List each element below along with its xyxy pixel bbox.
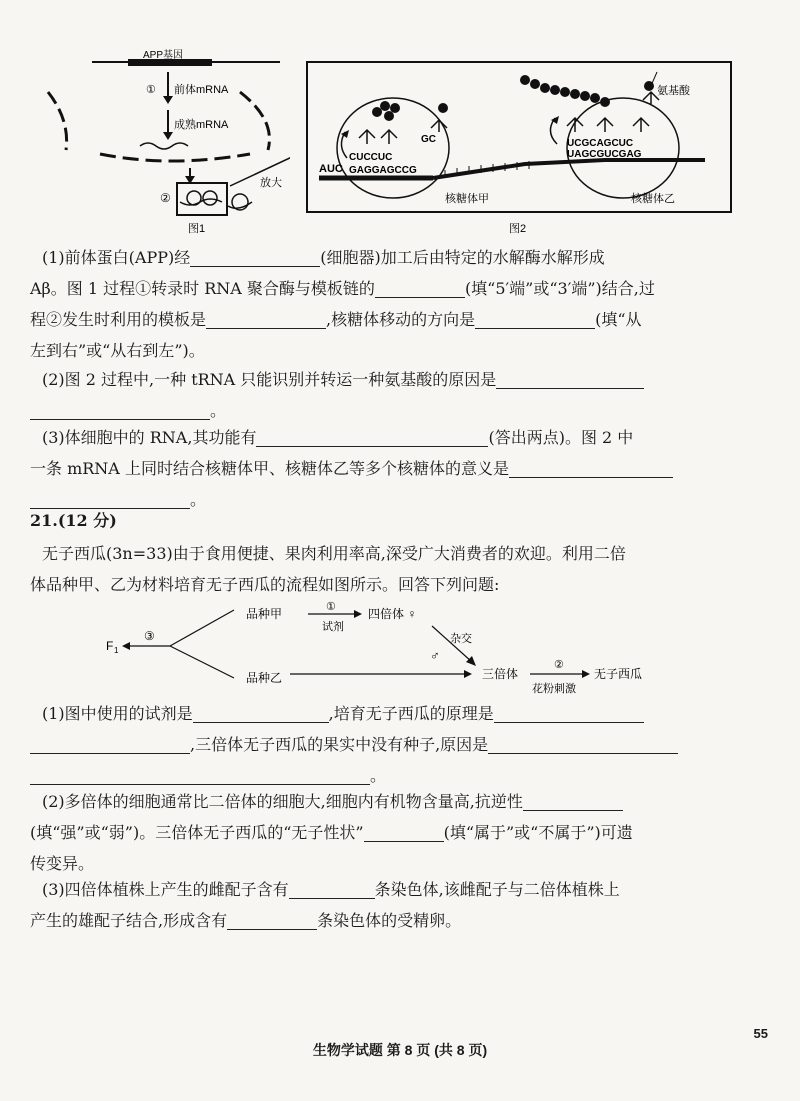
answer-blank[interactable] <box>193 704 329 723</box>
fig2-mrna-left: GAGGAGCCG <box>349 165 417 176</box>
fig1-step1: ① <box>146 84 156 96</box>
breeding-flow-diagram <box>100 600 680 696</box>
answer-blank[interactable] <box>30 766 370 785</box>
flow-seedless: 无子西瓜 <box>594 667 643 681</box>
answer-blank[interactable] <box>509 459 673 478</box>
figure-2 <box>305 60 735 236</box>
fig2-gc: GC <box>421 134 436 145</box>
q20-part1: (1)前体蛋白(APP)经 (细胞器)加工后由特定的水解酶水解形成 Aβ。图 1 过程①转录时 RNA 聚合酶与模板链的 (填“5′端”或“3′端”)结合,过 程②发生时利用的模板是 ,核糖体移动的方向是 (填“从 左到右”或“从右到左”)。 <box>30 248 655 360</box>
corner-mark: 55 <box>753 1026 768 1041</box>
answer-blank[interactable] <box>375 279 465 298</box>
fig1-caption: 图1 <box>188 223 206 235</box>
answer-blank[interactable] <box>190 248 320 267</box>
q20-part3: (3)体细胞中的 RNA,其功能有 (答出两点)。图 2 中 一条 mRNA 上同时结合核糖体甲、核糖体乙等多个核糖体的意义是 。 <box>30 422 770 515</box>
q21-heading: 21.(12 分) <box>30 511 117 530</box>
fig2-ribosome-a: 核糖体甲 <box>445 193 489 205</box>
fig1-pre-mrna: 前体mRNA <box>174 84 229 96</box>
fig1-step2: ② <box>160 191 171 205</box>
flow-variety-a: 品种甲 <box>246 607 283 621</box>
fig2-anticodon-left: CUCCUC <box>349 152 393 163</box>
flow-male: ♂ <box>430 648 440 663</box>
fig2-caption: 图2 <box>509 223 527 235</box>
answer-blank[interactable] <box>256 428 488 447</box>
answer-blank[interactable] <box>496 370 644 389</box>
answer-blank[interactable] <box>30 401 210 420</box>
fig2-ribosome-b: 核糖体乙 <box>631 193 675 205</box>
q20-part2: (2)图 2 过程中,一种 tRNA 只能识别并转运一种氨基酸的原因是 。 <box>30 364 770 426</box>
flow-f1: F <box>106 639 114 653</box>
answer-blank[interactable] <box>475 310 595 329</box>
fig1-gene-label: APP基因 <box>143 50 184 61</box>
answer-blank[interactable] <box>227 911 317 930</box>
answer-blank[interactable] <box>30 490 190 509</box>
flow-variety-b: 品种乙 <box>246 671 283 685</box>
answer-blank[interactable] <box>289 880 375 899</box>
answer-blank[interactable] <box>494 704 644 723</box>
flow-triploid: 三倍体 <box>482 667 519 681</box>
answer-blank[interactable] <box>523 792 623 811</box>
flow-step1: ① <box>326 601 336 613</box>
answer-blank[interactable] <box>364 823 444 842</box>
figure-1 <box>40 40 290 240</box>
flow-pollen: 花粉刺激 <box>532 683 576 695</box>
fig2-mrna-right: UAGCGUCGAG <box>567 149 642 160</box>
fig1-mature-mrna: 成熟mRNA <box>174 119 229 131</box>
fig1-enlarge: 放大 <box>260 177 282 189</box>
flow-step2: ② <box>554 659 564 671</box>
flow-tetraploid: 四倍体 ♀ <box>368 607 417 621</box>
q21-part2: (2)多倍体的细胞通常比二倍体的细胞大,细胞内有机物含量高,抗逆性 (填“强”或“弱”)。三倍体无子西瓜的“无子性状” (填“属于”或“不属于”)可遗 传变异。 <box>30 792 633 873</box>
fig2-codon-left: AUC <box>319 163 343 175</box>
answer-blank[interactable] <box>488 735 678 754</box>
flow-step3: ③ <box>144 629 155 643</box>
answer-blank[interactable] <box>30 735 190 754</box>
q21-part3: (3)四倍体植株上产生的雌配子含有 条染色体,该雌配子与二倍体植株上 产生的雄配子结合,形成含有 条染色体的受精卵。 <box>30 880 620 930</box>
q21-part1: (1)图中使用的试剂是 ,培育无子西瓜的原理是 ,三倍体无子西瓜的果实中没有种子,原因是 。 <box>30 698 770 791</box>
flow-cross: 杂交 <box>450 633 472 645</box>
fig2-amino-acid-label: 氨基酸 <box>657 85 690 97</box>
fig2-anticodon-right: UCGCAGCUC <box>567 138 634 149</box>
answer-blank[interactable] <box>206 310 326 329</box>
flow-f1-sub: 1 <box>114 646 119 655</box>
page-footer: 生物学试题 第 8 页 (共 8 页) <box>312 1042 488 1058</box>
flow-reagent: 试剂 <box>322 621 344 633</box>
q21-intro: 无子西瓜(3n=33)由于食用便捷、果肉利用率高,深受广大消费者的欢迎。利用二倍 体品种甲、乙为材料培育无子西瓜的流程如图所示。回答下列问题: <box>30 544 626 594</box>
